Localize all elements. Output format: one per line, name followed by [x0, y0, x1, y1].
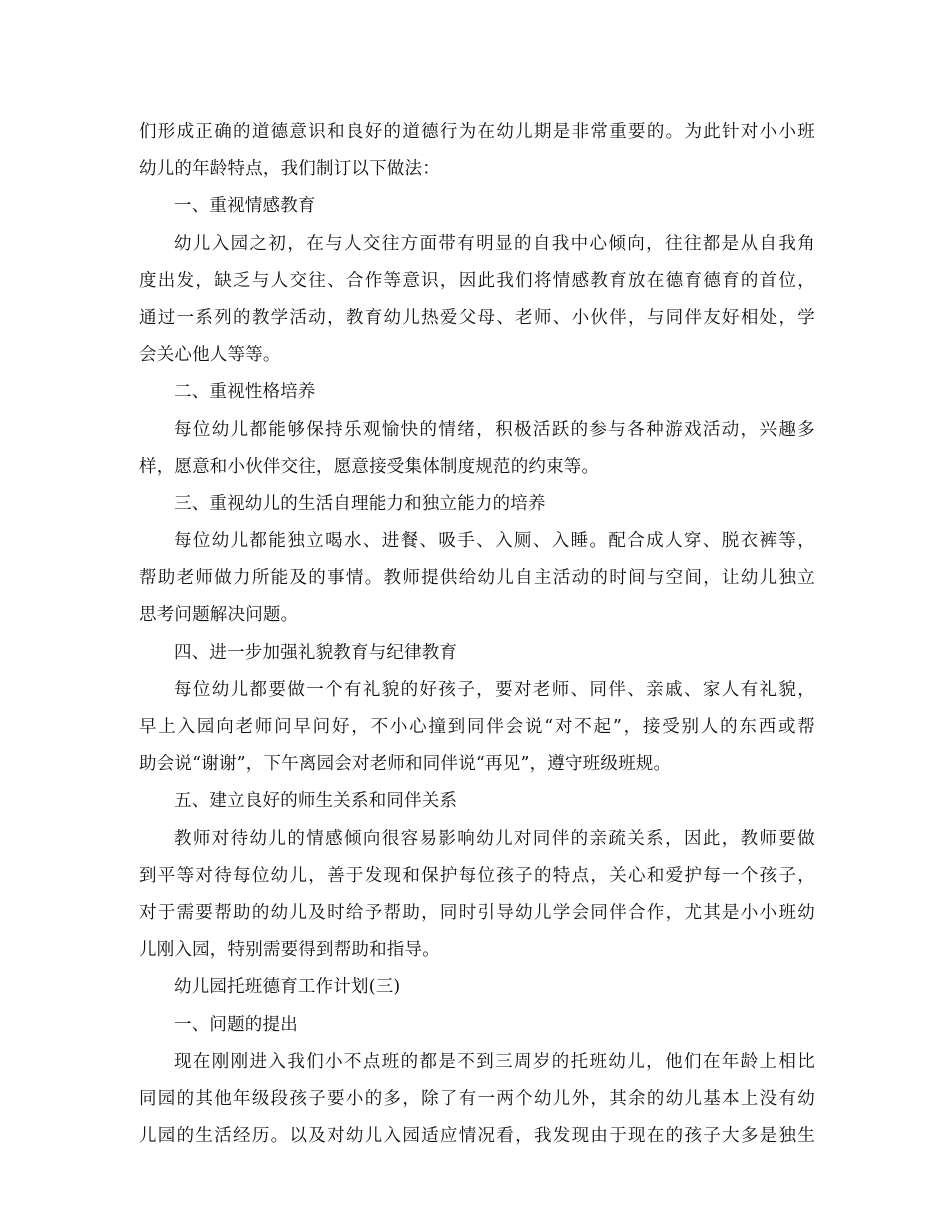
paragraph-line-indented: 幼儿园托班德育工作计划(三) [174, 977, 401, 998]
document-body [139, 114, 815, 1155]
paragraph-line-indented: 二、重视性格培养 [174, 382, 316, 403]
paragraph-line-indented: 现在刚刚进入我们小不点班的都是不到三周岁的托班幼儿，他们在年龄上相比 [174, 1051, 815, 1072]
paragraph-line-indented: 每位幼儿都能独立喝水、进餐、吸手、入厕、入睡。配合成人穿、脱衣裤等， [174, 531, 815, 552]
paragraph-line-indented: 幼儿入园之初，在与人交往方面带有明显的自我中心倾向，往往都是从自我角 [174, 233, 815, 254]
paragraph-line: 早上入园向老师问早问好，不小心撞到同伴会说“对不起”，接受别人的东西或帮 [139, 717, 815, 737]
paragraph-line: 通过一系列的教学活动，教育幼儿热爱父母、老师、小伙伴，与同伴友好相处，学 [139, 307, 815, 328]
paragraph-line: 助会说“谢谢”，下午离园会对老师和同伴说“再见”，遵守班级班规。 [139, 754, 672, 775]
paragraph-line: 们形成正确的道德意识和良好的道德行为在幼儿期是非常重要的。为此针对小小班 [139, 122, 815, 142]
paragraph-line: 儿园的生活经历。以及对幼儿入园适应情况看，我发现由于现在的孩子大多是独生 [139, 1126, 815, 1147]
paragraph-line: 同园的其他年级段孩子要小的多，除了有一两个幼儿外，其余的幼儿基本上没有幼 [139, 1088, 815, 1109]
paragraph-line: 儿刚入园，特别需要得到帮助和指导。 [139, 940, 440, 961]
paragraph-line: 幼儿的年龄特点，我们制订以下做法： [139, 159, 440, 180]
paragraph-line-indented: 三、重视幼儿的生活自理能力和独立能力的培养 [174, 493, 546, 514]
paragraph-line-indented: 一、重视情感教育 [174, 196, 316, 217]
paragraph-line: 样，愿意和小伙伴交往，愿意接受集体制度规范的约束等。 [139, 456, 600, 477]
paragraph-line-indented: 一、问题的提出 [174, 1014, 298, 1035]
paragraph-line: 帮助老师做力所能及的事情。教师提供给幼儿自主活动的时间与空间，让幼儿独立 [139, 568, 815, 589]
paragraph-line: 到平等对待每位幼儿，善于发现和保护每位孩子的特点，关心和爱护每一个孩子， [139, 865, 815, 886]
paragraph-line-indented: 五、建立良好的师生关系和同伴关系 [174, 791, 458, 812]
paragraph-line: 思考问题解决问题。 [139, 605, 299, 626]
paragraph-line-indented: 教师对待幼儿的情感倾向很容易影响幼儿对同伴的亲疏关系，因此，教师要做 [174, 828, 815, 849]
paragraph-line: 对于需要帮助的幼儿及时给予帮助，同时引导幼儿学会同伴合作，尤其是小小班幼 [139, 902, 815, 923]
paragraph-line: 会关心他人等等。 [139, 345, 281, 366]
paragraph-line: 度出发，缺乏与人交往、合作等意识，因此我们将情感教育放在德育德育的首位， [139, 270, 815, 291]
paragraph-line-indented: 每位幼儿都能够保持乐观愉快的情绪，积极活跃的参与各种游戏活动，兴趣多 [174, 419, 815, 440]
paragraph-line-indented: 四、进一步加强礼貌教育与纪律教育 [174, 642, 458, 663]
paragraph-line-indented: 每位幼儿都要做一个有礼貌的好孩子，要对老师、同伴、亲戚、家人有礼貌， [174, 679, 815, 700]
